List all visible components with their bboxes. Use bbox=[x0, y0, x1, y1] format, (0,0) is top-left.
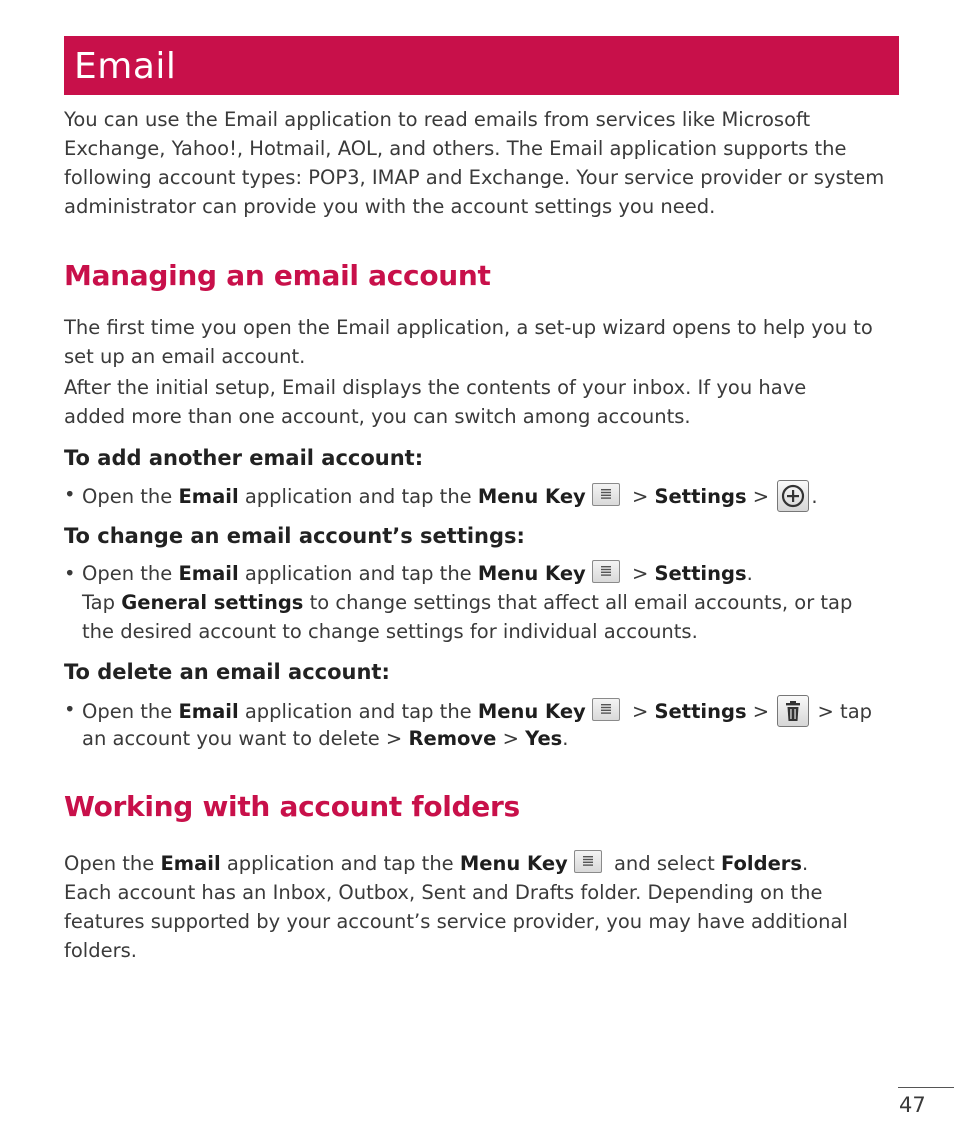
footer-divider bbox=[898, 1087, 954, 1088]
bullet-dot: • bbox=[64, 562, 76, 585]
subheading-change-settings: To change an email account’s settings: bbox=[64, 524, 525, 548]
folders-instruction: Open the Email application and tap the Menu Key and select Folders. bbox=[64, 852, 809, 875]
menu-key-icon bbox=[592, 560, 620, 583]
subheading-add-account: To add another email account: bbox=[64, 446, 424, 470]
managing-paragraph-2: After the initial setup, Email displays the contents of your inbox. If you have added more than one account, you can switch among accounts. bbox=[64, 376, 807, 428]
menu-key-icon bbox=[574, 850, 602, 873]
subheading-delete-account: To delete an email account: bbox=[64, 660, 390, 684]
intro-paragraph: You can use the Email application to read emails from services like Microsoft Exchange, Yahoo!, Hotmail, AOL, and others. The Email application supports the following account types: POP3, IMAP and Exchange. Your service provider or system administrator can provide you with the account settings you need. bbox=[64, 108, 885, 218]
menu-key-icon bbox=[592, 698, 620, 721]
page-number: 47 bbox=[899, 1093, 926, 1117]
bullet-dot: • bbox=[64, 698, 76, 721]
add-account-icon bbox=[777, 480, 809, 512]
managing-paragraph-1: The first time you open the Email application, a set-up wizard opens to help you to set up an email account. bbox=[64, 316, 873, 368]
title-bar bbox=[64, 36, 899, 95]
bullet-dot: • bbox=[64, 483, 76, 506]
menu-key-icon bbox=[592, 483, 620, 506]
page-title: Email bbox=[74, 46, 177, 87]
section-heading-managing: Managing an email account bbox=[64, 259, 491, 292]
folders-paragraph: Each account has an Inbox, Outbox, Sent and Drafts folder. Depending on the features supported by your account’s service provider, you may have additional folders. bbox=[64, 881, 848, 962]
trash-icon bbox=[777, 695, 809, 727]
section-heading-folders: Working with account folders bbox=[64, 790, 520, 823]
